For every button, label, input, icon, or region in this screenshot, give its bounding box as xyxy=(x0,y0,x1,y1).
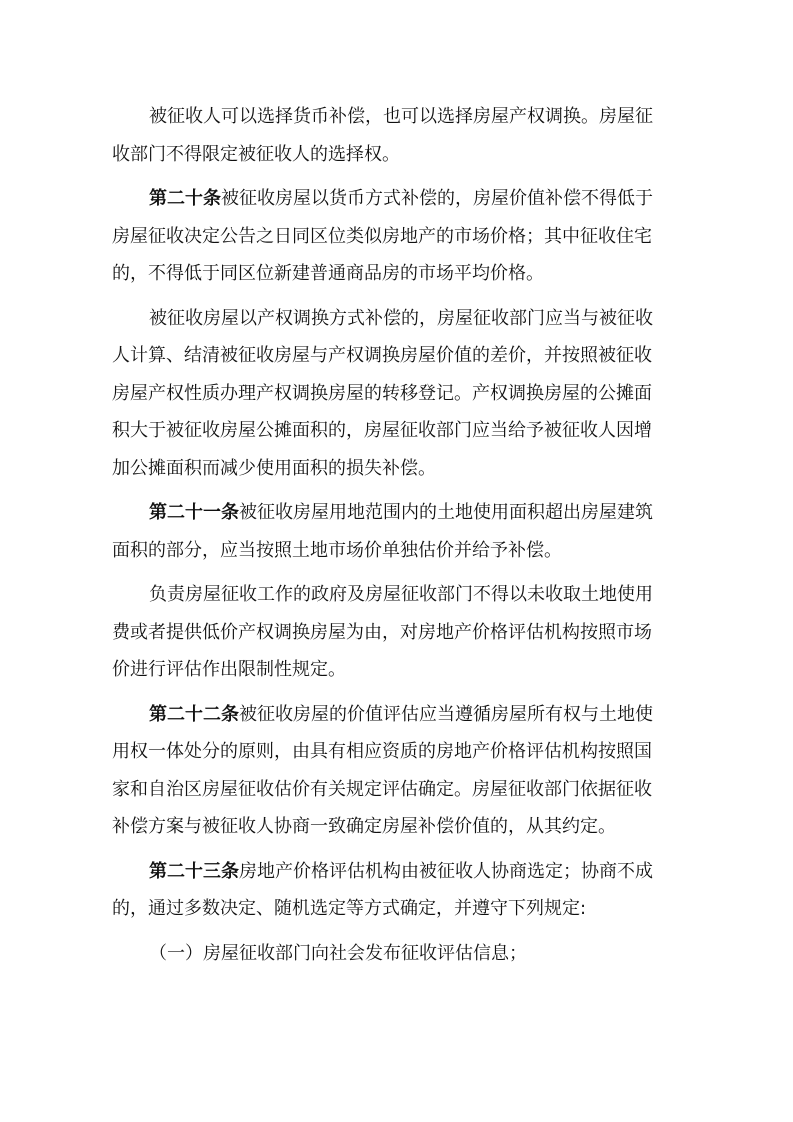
article-text: 被征收房屋以货币方式补偿的，房屋价值补偿不得低于 xyxy=(221,188,653,209)
text-line: 面积的部分，应当按照土地市场价单独估价并给予补偿。 xyxy=(112,539,562,561)
paragraph xyxy=(112,98,684,173)
article-text: 被征收房屋用地范围内的土地使用面积超出房屋建筑 xyxy=(239,502,653,523)
article-number: 第二十条 xyxy=(149,188,221,209)
text-line: 的，不得低于同区位新建普通商品房的市场平均价格。 xyxy=(112,263,544,284)
text-line: 被征收房屋以产权调换方式补偿的，房屋征收部门应当与被征收 xyxy=(149,307,653,329)
list-item xyxy=(112,935,684,973)
text-line: 负责房屋征收工作的政府及房屋征收部门不得以未收取土地使用 xyxy=(149,584,653,605)
text-line: 房屋征收决定公告之日同区位类似房地产的市场价格；其中征收住宅 xyxy=(112,225,652,247)
article-20 xyxy=(112,180,684,293)
article-number: 第二十二条 xyxy=(149,703,239,725)
document-body xyxy=(112,98,684,979)
text-line xyxy=(112,853,684,891)
text-line: 收部门不得限定被征收人的选择权。 xyxy=(112,143,400,165)
article-23 xyxy=(112,853,684,928)
paragraph xyxy=(112,300,684,488)
article-number: 第二十一条 xyxy=(149,502,239,523)
text-line: 用权一体处分的原则，由具有相应资质的房地产价格评估机构按照国 xyxy=(112,741,652,762)
text-line: 人计算、结清被征收房屋与产权调换房屋价值的差价，并按照被征收 xyxy=(112,345,652,366)
text-line xyxy=(112,180,684,218)
article-22 xyxy=(112,696,684,846)
text-line: 家和自治区房屋征收估价有关规定评估确定。房屋征收部门依据征收 xyxy=(112,778,652,800)
text-line: 补偿方案与被征收人协商一致确定房屋补偿价值的，从其约定。 xyxy=(112,816,616,837)
text-line xyxy=(112,696,684,734)
text-line: 积大于被征收房屋公摊面积的，房屋征收部门应当给予被征收人因增 xyxy=(112,420,652,441)
text-line: 被征收人可以选择货币补偿，也可以选择房屋产权调换。房屋征 xyxy=(149,106,653,127)
article-text: 房地产价格评估机构由被征收人协商选定；协商不成 xyxy=(239,860,653,882)
article-number: 第二十三条 xyxy=(149,860,239,882)
text-line: 房屋产权性质办理产权调换房屋的转移登记。产权调换房屋的公摊面 xyxy=(112,382,652,404)
article-text: 被征收房屋的价值评估应当遵循房屋所有权与土地使 xyxy=(239,703,653,725)
text-line xyxy=(112,494,684,532)
text-line: （一）房屋征收部门向社会发布征收评估信息； xyxy=(149,942,527,964)
text-line: 费或者提供低价产权调换房屋为由，对房地产价格评估机构按照市场 xyxy=(112,621,652,643)
text-line: 价进行评估作出限制性规定。 xyxy=(112,659,346,680)
text-line: 的，通过多数决定、随机选定等方式确定，并遵守下列规定: xyxy=(112,898,587,919)
article-21 xyxy=(112,494,684,569)
paragraph xyxy=(112,576,684,689)
text-line: 加公摊面积而减少使用面积的损失补偿。 xyxy=(112,457,436,479)
